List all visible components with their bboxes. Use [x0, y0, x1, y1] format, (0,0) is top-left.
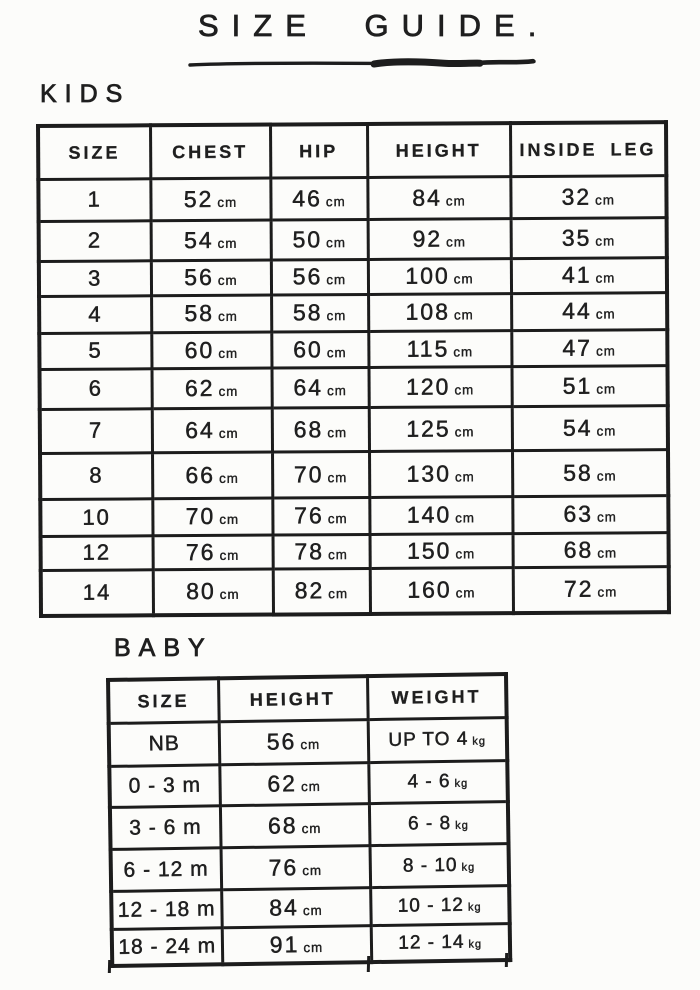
kids-table-cell: 2	[39, 220, 151, 261]
baby-table-cell: 3 - 6 m	[110, 805, 221, 849]
kids-table-cell: 51 cm	[511, 365, 667, 406]
baby-table-cell: 12 - 14 kg	[371, 923, 511, 962]
kids-table-cell: 78 cm	[273, 534, 370, 569]
baby-table-cell: 68 cm	[220, 803, 370, 847]
kids-table-cell: 80 cm	[153, 569, 273, 616]
baby-table-cell: 6 - 8 kg	[369, 801, 509, 845]
baby-table-cell: 91 cm	[222, 925, 372, 964]
kids-table-cell: 1	[38, 178, 150, 221]
baby-table-overshoot-stroke	[505, 953, 508, 967]
kids-table-row	[39, 217, 667, 261]
kids-table-cell: 58 cm	[271, 294, 368, 332]
kids-table-cell: 47 cm	[511, 329, 667, 366]
kids-table-row	[38, 175, 666, 221]
kids-table-cell: 63 cm	[512, 495, 668, 533]
baby-table-cell: 0 - 3 m	[109, 764, 220, 807]
kids-table-cell: 7	[40, 408, 152, 453]
kids-header-size: SIZE	[38, 125, 150, 179]
kids-table-cell: 68 cm	[272, 407, 369, 452]
baby-table-cell: UP TO 4 kg	[368, 717, 508, 762]
kids-table-cell: 8	[40, 452, 152, 499]
kids-table-cell: 76 cm	[272, 497, 369, 535]
kids-table-row	[39, 257, 667, 296]
kids-table-cell: 54 cm	[512, 405, 668, 450]
kids-table-cell: 64 cm	[271, 367, 368, 408]
kids-table-cell: 150 cm	[370, 533, 513, 568]
kids-table-cell: 14	[41, 569, 153, 616]
baby-table-cell: 62 cm	[219, 762, 369, 805]
kids-table-cell: 70 cm	[152, 498, 272, 536]
kids-table-cell: 92 cm	[368, 218, 511, 259]
kids-table-cell: 66 cm	[152, 452, 272, 499]
kids-table-cell: 5	[39, 332, 151, 369]
baby-table-cell: 76 cm	[221, 845, 371, 889]
kids-table-cell: 70 cm	[272, 451, 369, 498]
kids-table-cell: 68 cm	[513, 532, 669, 567]
kids-table-cell: 160 cm	[370, 567, 513, 614]
kids-table-cell: 82 cm	[273, 568, 370, 615]
kids-table-cell: 32 cm	[510, 175, 666, 218]
baby-table-cell: 6 - 12 m	[111, 847, 222, 891]
baby-table-row	[111, 843, 510, 891]
kids-table-row	[40, 405, 668, 453]
baby-table-row	[109, 717, 508, 766]
kids-header-chest: CHEST	[150, 125, 270, 179]
kids-table-cell: 56 cm	[151, 260, 271, 296]
kids-table-cell: 72 cm	[513, 566, 669, 613]
baby-table-overshoot-stroke	[367, 956, 370, 972]
kids-table-cell: 54 cm	[151, 220, 271, 261]
kids-table-cell: 6	[39, 368, 151, 409]
baby-header-height: HEIGHT	[218, 676, 368, 721]
baby-table-overshoot-stroke	[108, 960, 111, 973]
baby-table-cell: 10 - 12 kg	[370, 885, 510, 925]
kids-table-cell: 60 cm	[271, 331, 368, 368]
page-title: SIZE GUIDE.	[198, 8, 550, 43]
kids-table-cell: 140 cm	[369, 496, 512, 534]
kids-table-row	[40, 495, 668, 536]
baby-header-size: SIZE	[108, 678, 219, 723]
baby-header-weight: WEIGHT	[367, 674, 507, 719]
kids-table-cell: 44 cm	[511, 292, 667, 330]
baby-table-header-row	[108, 674, 507, 723]
kids-section-label: KIDS	[40, 80, 131, 108]
baby-table-cell: 56 cm	[219, 719, 369, 764]
kids-table-cell: 62 cm	[151, 368, 271, 409]
baby-table-cell: 8 - 10 kg	[370, 843, 510, 887]
kids-size-table	[36, 120, 671, 618]
baby-table-row	[111, 885, 510, 929]
kids-table-cell: 84 cm	[367, 176, 510, 219]
kids-table-row	[41, 566, 669, 616]
kids-table-cell: 35 cm	[511, 217, 667, 258]
kids-table-row	[40, 449, 668, 499]
kids-header-hip: HIP	[270, 124, 367, 178]
kids-table-cell: 60 cm	[151, 332, 271, 369]
kids-table-cell: 50 cm	[271, 219, 368, 260]
kids-table-cell: 64 cm	[152, 408, 272, 453]
kids-table-cell: 56 cm	[271, 259, 368, 295]
baby-table-cell: 12 - 18 m	[111, 889, 222, 929]
kids-header-height: HEIGHT	[367, 123, 510, 177]
kids-table-cell: 76 cm	[153, 535, 273, 570]
kids-table-cell: 120 cm	[368, 366, 511, 407]
kids-header-inside-leg: INSIDE LEG	[510, 122, 666, 176]
kids-table-cell: 12	[41, 535, 153, 570]
baby-table-row	[110, 801, 509, 849]
baby-table-cell: 4 - 6 kg	[368, 760, 508, 803]
title-underline	[186, 54, 538, 72]
baby-table-row	[109, 760, 508, 807]
kids-table-cell: 58 cm	[512, 449, 668, 496]
kids-table-cell: 108 cm	[368, 293, 511, 331]
kids-table-cell: 41 cm	[511, 257, 667, 293]
kids-table-cell: 10	[40, 498, 152, 536]
kids-table-cell: 100 cm	[368, 258, 511, 294]
kids-table-row	[39, 329, 667, 369]
kids-table-cell: 130 cm	[369, 450, 512, 497]
baby-table-cell: NB	[109, 721, 220, 766]
kids-table-cell: 4	[39, 295, 151, 333]
kids-table-cell: 58 cm	[151, 295, 271, 333]
kids-table-cell: 52 cm	[150, 178, 270, 221]
baby-section-label: BABY	[114, 634, 213, 662]
kids-table-cell: 125 cm	[369, 406, 512, 451]
kids-table-row	[39, 292, 667, 333]
kids-table-cell: 115 cm	[368, 330, 511, 367]
kids-table-row	[39, 365, 667, 409]
baby-size-table	[106, 672, 512, 968]
baby-table-cell: 18 - 24 m	[112, 927, 223, 966]
kids-table-row	[41, 532, 669, 570]
kids-table-header-row	[38, 122, 666, 179]
baby-table-row	[112, 923, 511, 966]
baby-table-cell: 84 cm	[221, 887, 371, 927]
kids-table-cell: 46 cm	[270, 177, 367, 220]
kids-table-cell: 3	[39, 260, 151, 296]
